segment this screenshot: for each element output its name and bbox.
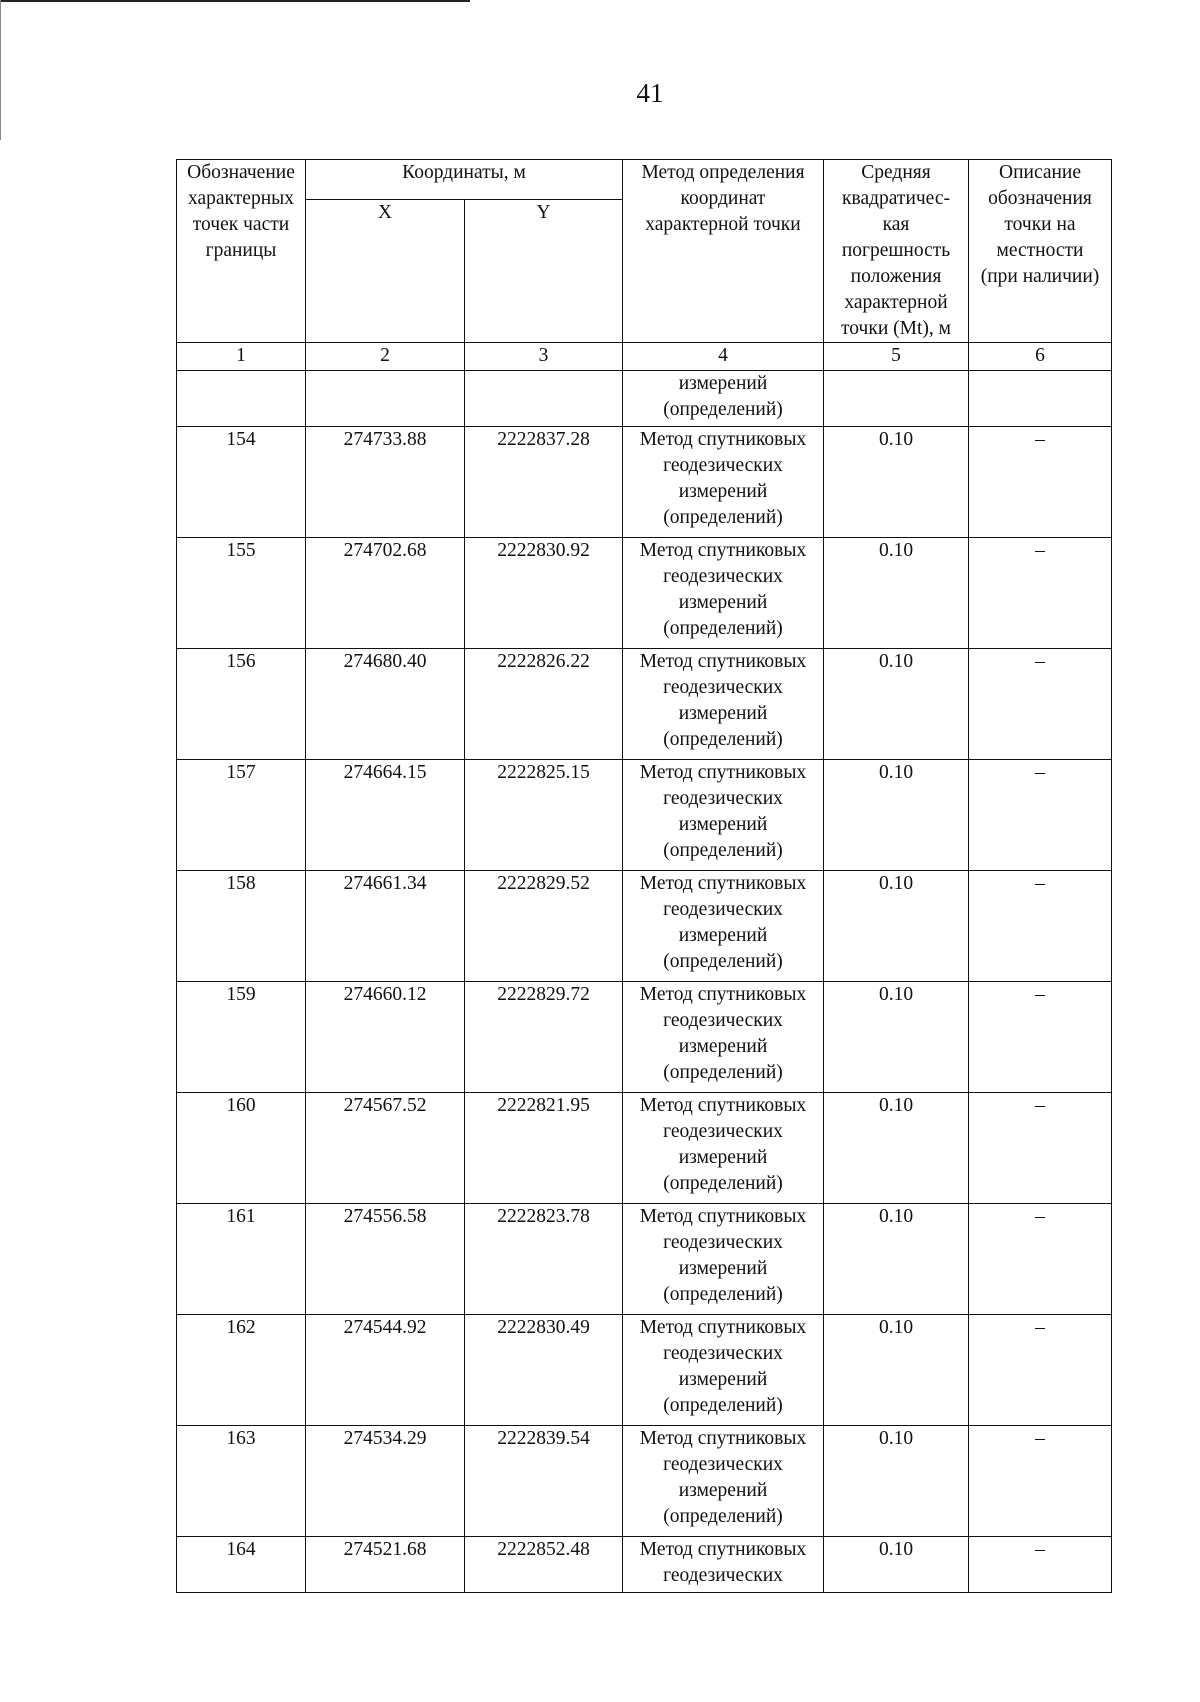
cell-y: 2222829.52 (465, 871, 623, 982)
cell-description: – (969, 760, 1112, 871)
cell-point-id (177, 371, 306, 427)
cell-y: 2222839.54 (465, 1426, 623, 1537)
cell-description: – (969, 649, 1112, 760)
cell-point-id: 158 (177, 871, 306, 982)
cell-x: 274664.15 (306, 760, 465, 871)
cell-mt: 0.10 (824, 1315, 969, 1426)
table-row (177, 538, 1112, 649)
coordinates-table (176, 159, 1112, 1593)
cell-y: 2222825.15 (465, 760, 623, 871)
cell-point-id: 161 (177, 1204, 306, 1315)
table-row (177, 649, 1112, 760)
cell-x: 274661.34 (306, 871, 465, 982)
cell-description: – (969, 538, 1112, 649)
cell-mt: 0.10 (824, 760, 969, 871)
cell-point-id: 160 (177, 1093, 306, 1204)
header-method: Метод определения координат характерной точки (623, 160, 824, 343)
cell-y (465, 371, 623, 427)
cell-description: – (969, 1204, 1112, 1315)
column-number: 3 (465, 343, 623, 371)
table-row (177, 1537, 1112, 1593)
column-number: 6 (969, 343, 1112, 371)
cell-x: 274733.88 (306, 427, 465, 538)
cell-method: Метод спутниковых геодезических измерений (определений) (623, 760, 824, 871)
cell-y: 2222829.72 (465, 982, 623, 1093)
column-number: 1 (177, 343, 306, 371)
cell-point-id: 163 (177, 1426, 306, 1537)
cell-point-id: 155 (177, 538, 306, 649)
column-number: 4 (623, 343, 824, 371)
column-number: 5 (824, 343, 969, 371)
cell-method: Метод спутниковых геодезических измерений (определений) (623, 871, 824, 982)
cell-x: 274556.58 (306, 1204, 465, 1315)
cell-point-id: 157 (177, 760, 306, 871)
header-point-designation: Обозначение характерных точек части границы (177, 160, 306, 343)
cell-description: – (969, 1315, 1112, 1426)
table-row (177, 1426, 1112, 1537)
header-description: Описание обозначения точки на местности (при наличии) (969, 160, 1112, 343)
cell-description: – (969, 427, 1112, 538)
table-row (177, 1093, 1112, 1204)
cell-method: Метод спутниковых геодезических (623, 1537, 824, 1593)
cell-mt: 0.10 (824, 538, 969, 649)
cell-x: 274534.29 (306, 1426, 465, 1537)
cell-y: 2222830.49 (465, 1315, 623, 1426)
cell-method: измерений (определений) (623, 371, 824, 427)
cell-x: 274702.68 (306, 538, 465, 649)
header-x: X (306, 200, 465, 343)
cell-mt: 0.10 (824, 427, 969, 538)
cell-description (969, 371, 1112, 427)
cell-method: Метод спутниковых геодезических измерений (определений) (623, 538, 824, 649)
cell-description: – (969, 1426, 1112, 1537)
cell-mt: 0.10 (824, 1537, 969, 1593)
table-row (177, 871, 1112, 982)
cell-method: Метод спутниковых геодезических измерений (определений) (623, 1093, 824, 1204)
cell-point-id: 154 (177, 427, 306, 538)
table-row (177, 1204, 1112, 1315)
cell-y: 2222830.92 (465, 538, 623, 649)
cell-description: – (969, 871, 1112, 982)
cell-y: 2222837.28 (465, 427, 623, 538)
cell-mt: 0.10 (824, 1426, 969, 1537)
cell-point-id: 164 (177, 1537, 306, 1593)
table-row (177, 427, 1112, 538)
scan-edge-top (0, 0, 470, 2)
cell-method: Метод спутниковых геодезических измерений (определений) (623, 1426, 824, 1537)
cell-mt: 0.10 (824, 649, 969, 760)
cell-method: Метод спутниковых геодезических измерений (определений) (623, 1315, 824, 1426)
cell-mt: 0.10 (824, 982, 969, 1093)
header-y: Y (465, 200, 623, 343)
cell-method: Метод спутниковых геодезических измерений (определений) (623, 1204, 824, 1315)
cell-point-id: 162 (177, 1315, 306, 1426)
cell-description: – (969, 982, 1112, 1093)
cell-method: Метод спутниковых геодезических измерений (определений) (623, 649, 824, 760)
cell-description: – (969, 1537, 1112, 1593)
cell-x: 274567.52 (306, 1093, 465, 1204)
cell-point-id: 159 (177, 982, 306, 1093)
cell-mt: 0.10 (824, 1093, 969, 1204)
table-row (177, 982, 1112, 1093)
cell-y: 2222852.48 (465, 1537, 623, 1593)
cell-point-id: 156 (177, 649, 306, 760)
cell-mt: 0.10 (824, 871, 969, 982)
cell-x: 274680.40 (306, 649, 465, 760)
column-number: 2 (306, 343, 465, 371)
cell-x: 274660.12 (306, 982, 465, 1093)
cell-x: 274521.68 (306, 1537, 465, 1593)
table-row (177, 1315, 1112, 1426)
table-row (177, 760, 1112, 871)
scan-edge-left (0, 0, 1, 140)
cell-method: Метод спутниковых геодезических измерений (определений) (623, 427, 824, 538)
cell-y: 2222821.95 (465, 1093, 623, 1204)
cell-description: – (969, 1093, 1112, 1204)
page-number: 41 (636, 78, 664, 108)
cell-method: Метод спутниковых геодезических измерений (определений) (623, 982, 824, 1093)
cell-y: 2222826.22 (465, 649, 623, 760)
cell-x (306, 371, 465, 427)
cell-mt (824, 371, 969, 427)
header-coordinates: Координаты, м (306, 160, 623, 200)
cell-x: 274544.92 (306, 1315, 465, 1426)
cell-y: 2222823.78 (465, 1204, 623, 1315)
continuation-row (177, 371, 1112, 427)
header-mean-square-error: Средняя квадратичес- кая погрешность положения характерной точки (Mt), м (824, 160, 969, 343)
cell-mt: 0.10 (824, 1204, 969, 1315)
